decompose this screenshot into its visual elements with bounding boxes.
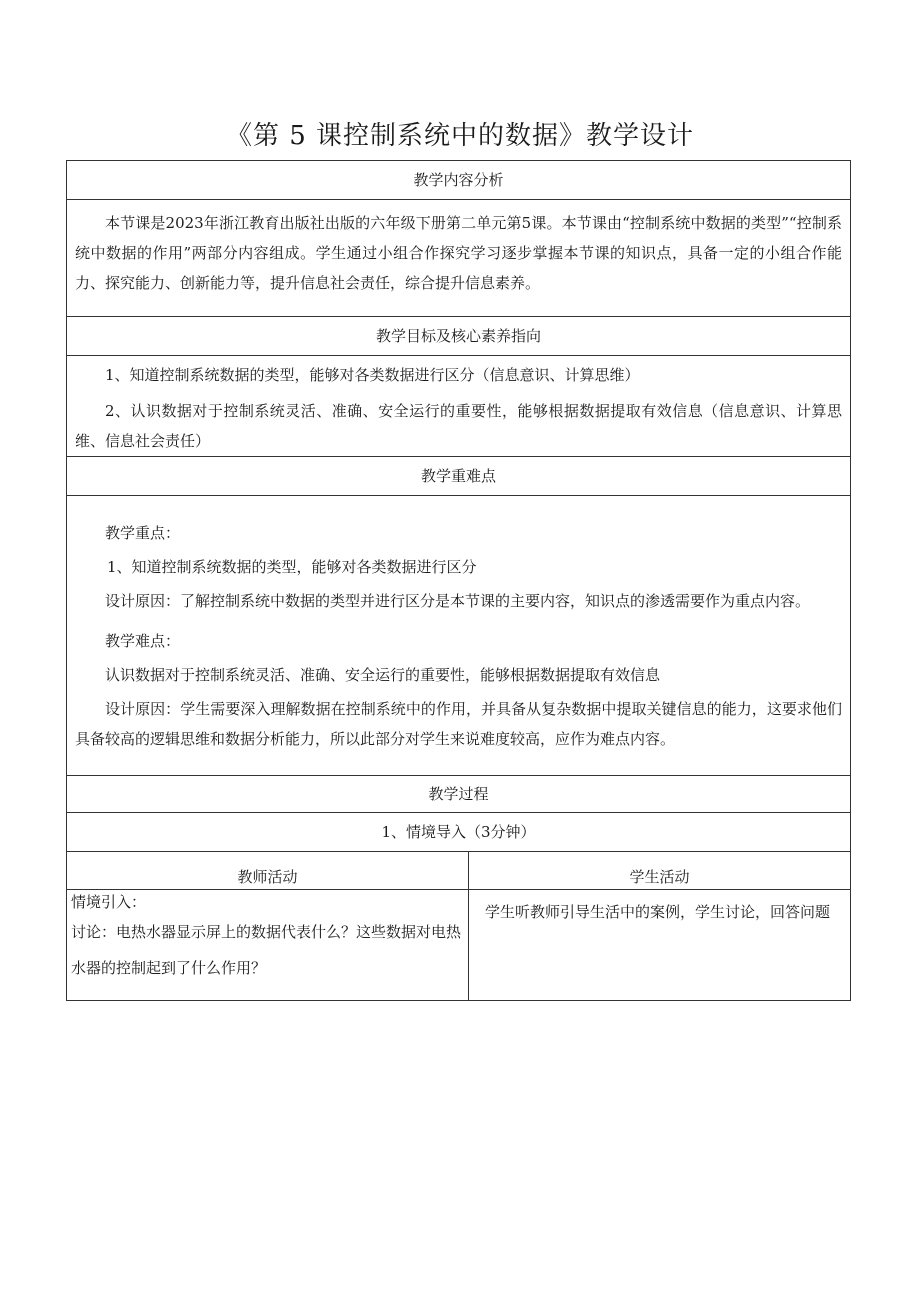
content-analysis-heading: 教学内容分析 xyxy=(67,161,850,200)
teacher-activity-cell xyxy=(67,890,469,1000)
objective-item-1: 1、知道控制系统数据的类型，能够对各类数据进行区分（信息意识、计算思维） xyxy=(105,366,640,384)
difficulty-label: 教学难点： xyxy=(105,632,181,650)
activity-header-row xyxy=(67,852,850,890)
activity-row xyxy=(67,890,850,1001)
teacher-activity-discussion: 讨论：电热水器显示屏上的数据代表什么？这些数据对电热水器的控制起到了什么作用？ xyxy=(71,923,462,977)
key-points-body xyxy=(67,496,850,776)
key-points-heading: 教学重难点 xyxy=(67,457,850,496)
content-analysis-text xyxy=(67,200,850,317)
process-heading: 教学过程 xyxy=(67,776,850,813)
page-title: 《第 5 课控制系统中的数据》教学设计 xyxy=(225,121,695,151)
focus-item: 1、知道控制系统数据的类型，能够对各类数据进行区分 xyxy=(107,558,477,576)
teacher-activity-header: 教师活动 xyxy=(67,852,469,889)
student-activity-cell: 学生听教师引导生活中的案例，学生讨论，回答问题 xyxy=(485,903,831,921)
objective-item-2: 2、认识数据对于控制系统灵活、准确、安全运行的重要性，能够根据数据提取有效信息（信息意识、计算思维、信息社会责任） xyxy=(75,402,842,450)
objectives-heading: 教学目标及核心素养指向 xyxy=(67,317,850,356)
difficulty-reason: 设计原因：学生需要深入理解数据在控制系统中的作用，并具备从复杂数据中提取关键信息的能力，这要求他们具备较高的逻辑思维和数据分析能力，所以此部分对学生来说难度较高，应作为难点内容。 xyxy=(75,700,842,748)
step1-heading: 1、情境导入（3分钟） xyxy=(67,813,850,852)
focus-label: 教学重点： xyxy=(105,524,181,542)
content-analysis-paragraph: 本节课是2023年浙江教育出版社出版的六年级下册第二单元第5课。本节课由“控制系统中数据的类型”“控制系统中数据的作用”两部分内容组成。学生通过小组合作探究学习逐步掌握本节课的知识点，具备一定的小组合作能力、探究能力、创新能力等，提升信息社会责任，综合提升信息素养。 xyxy=(75,214,842,292)
objectives-list xyxy=(67,356,850,457)
focus-reason: 设计原因：了解控制系统中数据的类型并进行区分是本节课的主要内容，知识点的渗透需要作为重点内容。 xyxy=(105,592,811,610)
lesson-plan-table xyxy=(66,160,851,1001)
difficulty-item: 认识数据对于控制系统灵活、准确、安全运行的重要性，能够根据数据提取有效信息 xyxy=(105,666,661,684)
student-activity-header: 学生活动 xyxy=(629,868,690,886)
teacher-activity-intro: 情境引入： xyxy=(71,893,147,911)
